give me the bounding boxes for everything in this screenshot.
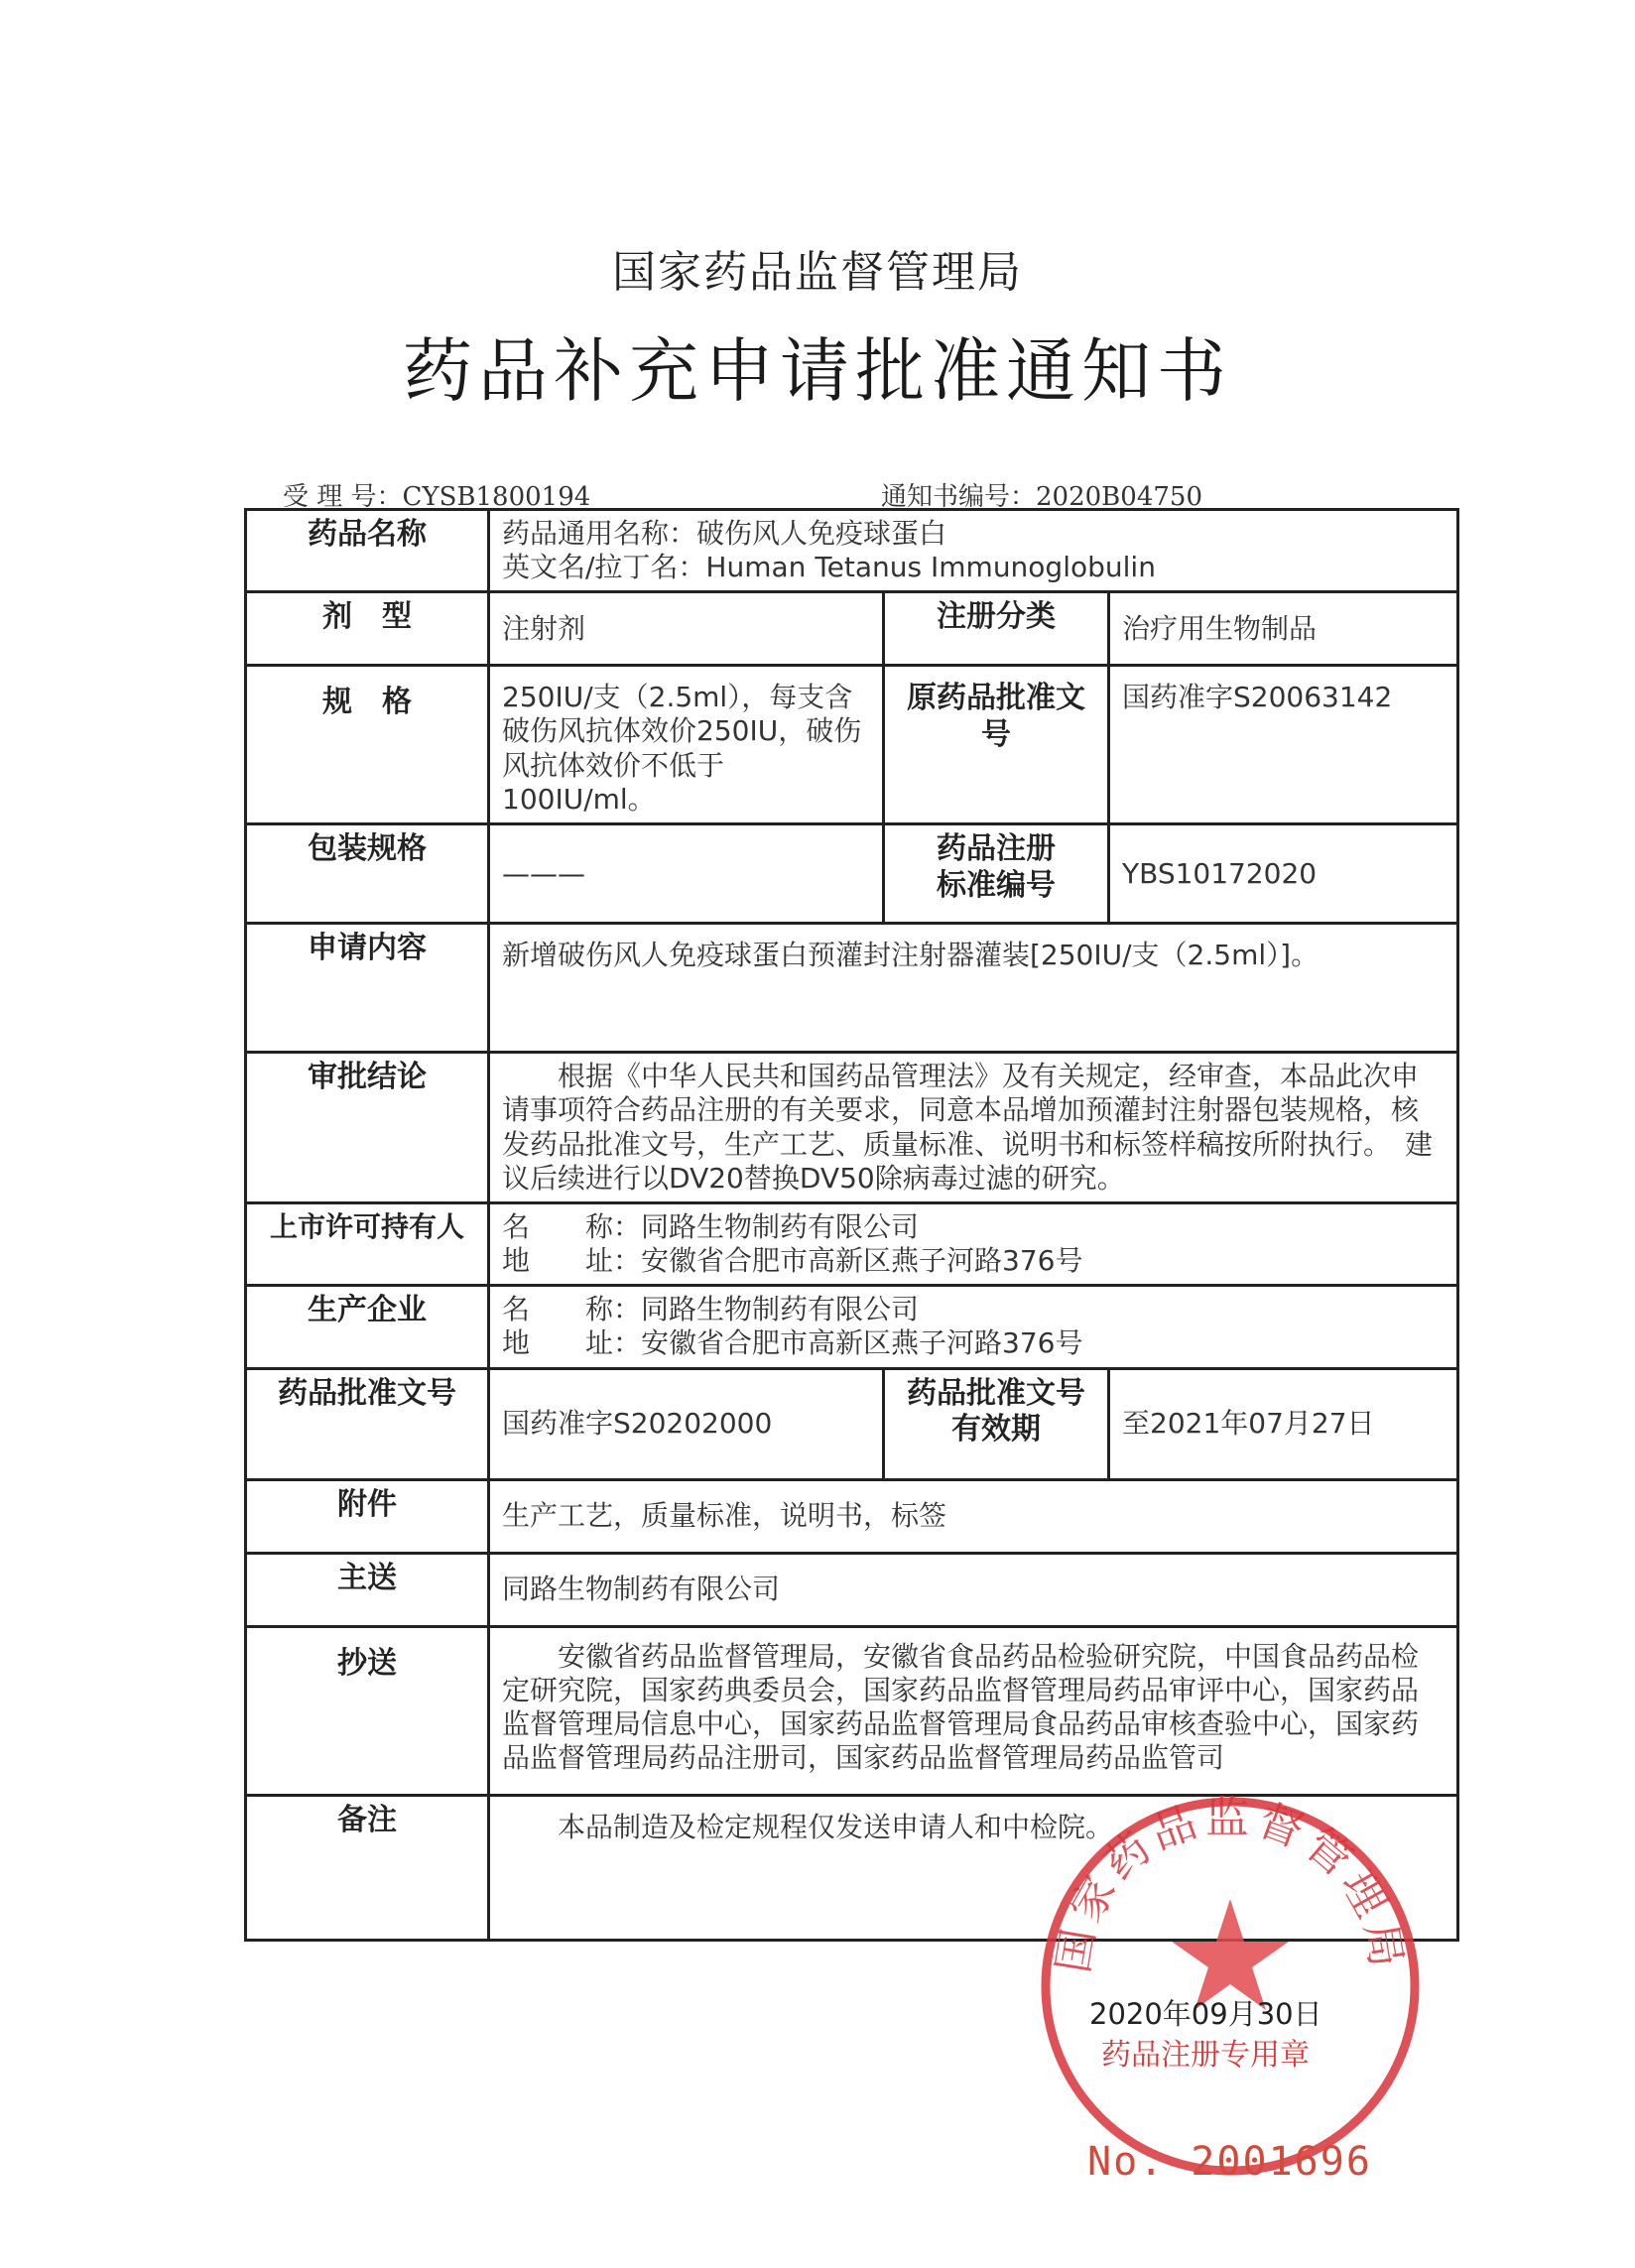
label-validity-line2: 有效期 — [951, 1412, 1041, 1448]
value-remarks: 本品制造及检定规程仅发送申请人和中检院。 — [489, 1795, 1458, 1940]
acceptance-number-value: CYSB1800194 — [402, 482, 591, 512]
label-registration-class: 注册分类 — [884, 592, 1109, 666]
row-manufacturer — [246, 1286, 1458, 1368]
english-name: 英文名/拉丁名：Human Tetanus Immunoglobulin — [502, 551, 1156, 584]
seal-date: 2020年09月30日 — [1089, 1997, 1322, 2031]
value-conclusion: 根据《中华人民共和国药品管理法》及有关规定，经审查，本品此次申请事项符合药品注册的有关要求，同意本品增加预灌封注射器包装规格，核发药品批准文号，生产工艺、质量标准、说明书和标签样稿按所附执行。 建议后续进行以DV20替换DV50除病毒过滤的研究。 — [489, 1053, 1458, 1203]
label-original-approval-number: 原药品批准文号 — [884, 666, 1109, 824]
value-application: 新增破伤风人免疫球蛋白预灌封注射器灌装[250IU/支（2.5ml）]。 — [489, 924, 1458, 1053]
seal-ring-text-path: 国家药品监督管理局 — [1048, 1792, 1413, 1977]
notice-number-value: 2020B04750 — [1036, 482, 1202, 512]
row-dosage-form — [246, 592, 1458, 666]
value-attachments: 生产工艺，质量标准，说明书，标签 — [489, 1479, 1458, 1553]
row-application — [246, 924, 1458, 1053]
row-main-recipient — [246, 1553, 1458, 1626]
label-application: 申请内容 — [246, 924, 489, 1053]
label-remarks: 备注 — [246, 1795, 489, 1940]
label-validity-line1: 药品批准文号 — [907, 1375, 1085, 1411]
value-registration-class: 治疗用生物制品 — [1109, 592, 1458, 666]
value-packaging: ——— — [489, 824, 884, 924]
value-cc: 安徽省药品监督管理局，安徽省食品药品检验研究院，中国食品药品检定研究院，国家药典委员会，国家药品监督管理局药品审评中心，国家药品监督管理局信息中心，国家药品监督管理局食品药品审核查验中心，国家药品监督管理局药品注册司，国家药品监督管理局药品监管司 — [489, 1626, 1458, 1795]
label-registration-standard-line1: 药品注册 — [937, 831, 1056, 867]
approval-form-table — [244, 508, 1459, 1942]
seal-caption: 药品注册专用章 — [1101, 2038, 1310, 2073]
acceptance-number-label: 受 理 号： — [283, 482, 403, 512]
mah-name: 名 称：同路生物制药有限公司 — [502, 1209, 920, 1243]
value-spec: 250IU/支（2.5ml），每支含破伤风抗体效价250IU，破伤风抗体效价不低于100IU/ml。 — [489, 666, 884, 824]
value-drug-name — [489, 510, 1458, 592]
row-conclusion — [246, 1053, 1458, 1203]
label-registration-standard — [884, 824, 1109, 924]
row-attachments — [246, 1479, 1458, 1553]
label-validity — [884, 1368, 1109, 1479]
label-registration-standard-line2: 标准编号 — [937, 867, 1056, 903]
label-main-recipient: 主送 — [246, 1553, 489, 1626]
row-approval-number — [246, 1368, 1458, 1479]
row-cc — [246, 1626, 1458, 1795]
label-manufacturer: 生产企业 — [246, 1286, 489, 1368]
label-approval-number: 药品批准文号 — [246, 1368, 489, 1479]
label-cc: 抄送 — [246, 1626, 489, 1795]
value-dosage-form: 注射剂 — [489, 592, 884, 666]
document-title: 药品补充申请批准通知书 — [403, 330, 1232, 412]
label-spec: 规 格 — [246, 666, 489, 824]
label-packaging: 包装规格 — [246, 824, 489, 924]
row-spec — [246, 666, 1458, 824]
label-attachments: 附件 — [246, 1479, 489, 1553]
manufacturer-name: 名 称：同路生物制药有限公司 — [502, 1293, 920, 1326]
value-validity: 至2021年07月27日 — [1109, 1368, 1458, 1479]
row-packaging — [246, 824, 1458, 924]
mah-address: 地 址：安徽省合肥市高新区燕子河路376号 — [502, 1244, 1083, 1278]
label-dosage-form: 剂 型 — [246, 592, 489, 666]
value-main-recipient: 同路生物制药有限公司 — [489, 1553, 1458, 1626]
official-seal — [1032, 1788, 1429, 2185]
serial-number: No. 2001696 — [1087, 2139, 1372, 2185]
generic-name: 药品通用名称：破伤风人免疫球蛋白 — [502, 517, 947, 550]
value-registration-standard: YBS10172020 — [1109, 824, 1458, 924]
label-conclusion: 审批结论 — [246, 1053, 489, 1203]
value-original-approval-number: 国药准字S20063142 — [1109, 666, 1458, 824]
manufacturer-address: 地 址：安徽省合肥市高新区燕子河路376号 — [502, 1326, 1083, 1360]
issuing-authority: 国家药品监督管理局 — [612, 247, 1023, 298]
row-drug-name — [246, 510, 1458, 592]
notice-number-label: 通知书编号： — [881, 482, 1037, 512]
value-approval-number: 国药准字S20202000 — [489, 1368, 884, 1479]
row-mah — [246, 1202, 1458, 1285]
label-drug-name: 药品名称 — [246, 510, 489, 592]
label-mah: 上市许可持有人 — [246, 1202, 489, 1285]
value-manufacturer — [489, 1286, 1458, 1368]
value-mah — [489, 1202, 1458, 1285]
